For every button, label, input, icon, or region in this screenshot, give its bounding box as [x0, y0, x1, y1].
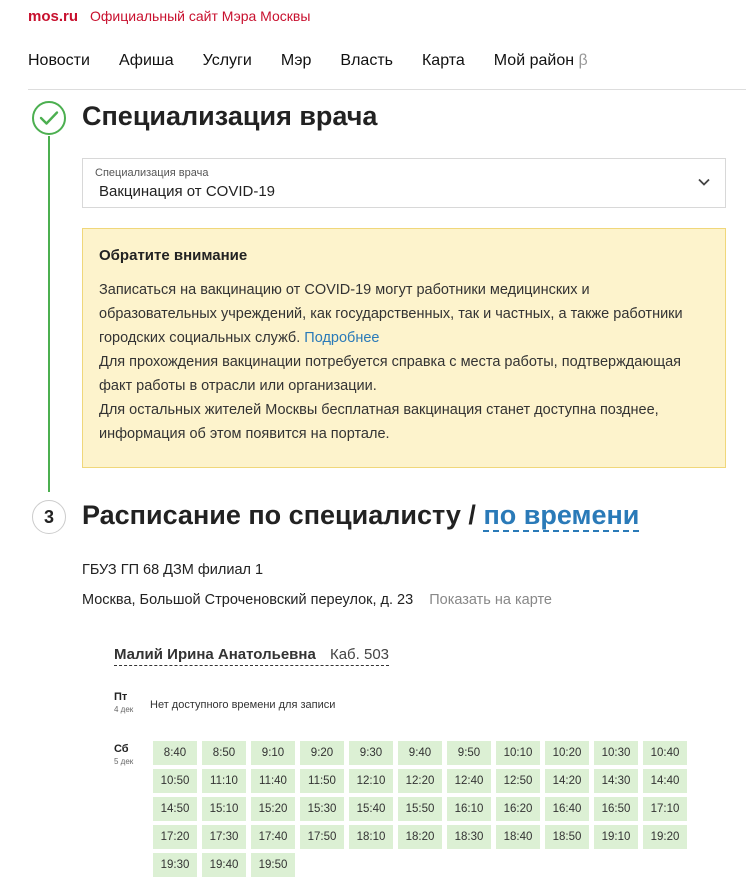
time-slot[interactable]: 9:30: [349, 741, 393, 765]
time-slot[interactable]: 15:30: [300, 797, 344, 821]
doctor-cabinet: Каб. 503: [329, 646, 390, 663]
time-slot[interactable]: 18:50: [545, 825, 589, 849]
clinic-address-row: [82, 592, 552, 608]
by-time-link[interactable]: по времени: [483, 500, 640, 530]
check-icon: [39, 110, 59, 126]
nav-item-afisha[interactable]: Афиша: [118, 52, 174, 69]
day-name: Пт: [114, 691, 128, 703]
beta-badge: β: [578, 52, 588, 69]
time-slot[interactable]: 15:50: [398, 797, 442, 821]
time-slot[interactable]: 12:20: [398, 769, 442, 793]
notice-text: [99, 278, 709, 446]
time-slot[interactable]: 18:40: [496, 825, 540, 849]
time-slot[interactable]: 16:40: [545, 797, 589, 821]
step-title-specialization: Специализация врача: [82, 101, 378, 131]
day-name: Сб: [114, 743, 129, 755]
time-slot[interactable]: 15:10: [202, 797, 246, 821]
time-slot[interactable]: 14:50: [153, 797, 197, 821]
day-label-friday: [114, 691, 133, 714]
time-slot[interactable]: 9:10: [251, 741, 295, 765]
notice-box: [82, 228, 726, 468]
time-slot[interactable]: 17:30: [202, 825, 246, 849]
nav-item-services[interactable]: Услуги: [202, 52, 252, 69]
chevron-down-icon: [697, 175, 711, 189]
time-slot[interactable]: 10:40: [643, 741, 687, 765]
time-slot[interactable]: 9:20: [300, 741, 344, 765]
site-header: [28, 6, 310, 26]
no-slots-message: Нет доступного времени для записи: [150, 699, 336, 711]
time-slot[interactable]: 18:30: [447, 825, 491, 849]
time-slot[interactable]: 19:30: [153, 853, 197, 877]
time-slot[interactable]: 18:10: [349, 825, 393, 849]
time-slot[interactable]: 17:50: [300, 825, 344, 849]
time-slot[interactable]: 17:20: [153, 825, 197, 849]
time-slot[interactable]: 17:40: [251, 825, 295, 849]
time-slot[interactable]: 18:20: [398, 825, 442, 849]
time-slot[interactable]: 16:50: [594, 797, 638, 821]
time-slot[interactable]: 16:20: [496, 797, 540, 821]
time-slot[interactable]: 14:40: [643, 769, 687, 793]
time-slot[interactable]: 14:30: [594, 769, 638, 793]
nav-divider: [28, 89, 746, 90]
mos-logo[interactable]: mos.ru: [28, 7, 79, 25]
doctor-link[interactable]: [114, 646, 389, 666]
time-slots-grid: [153, 741, 743, 877]
notice-paragraph-2: Для прохождения вакцинации потребуется справка с места работы, подтверждающая факт работы в отрасли или организации.: [99, 354, 682, 394]
time-slot[interactable]: 8:50: [202, 741, 246, 765]
time-slot[interactable]: 9:40: [398, 741, 442, 765]
notice-title: Обратите внимание: [99, 247, 248, 264]
notice-paragraph-1: Записаться на вакцинацию от COVID-19 могут работники медицинских и образовательных учреждений, как государственных, так и частных, а также работники городских социальных служб.: [99, 282, 683, 346]
more-link[interactable]: Подробнее: [304, 330, 380, 346]
time-slot[interactable]: 10:50: [153, 769, 197, 793]
time-slot[interactable]: 12:40: [447, 769, 491, 793]
specialization-select[interactable]: [82, 158, 726, 208]
day-label-saturday: [114, 743, 133, 766]
step-number-badge: 3: [32, 500, 66, 534]
time-slot[interactable]: 19:20: [643, 825, 687, 849]
time-slot[interactable]: 15:20: [251, 797, 295, 821]
time-slot[interactable]: 15:40: [349, 797, 393, 821]
day-date: 4 дек: [114, 705, 134, 714]
clinic-name: ГБУЗ ГП 68 ДЗМ филиал 1: [82, 562, 264, 578]
timeline-line: [48, 136, 50, 492]
time-slot[interactable]: 10:10: [496, 741, 540, 765]
schedule-title: Расписание по специалисту /: [82, 500, 476, 530]
select-value: Вакцинация от COVID-19: [99, 183, 276, 200]
step-complete-badge: [32, 101, 66, 135]
nav-district-label: Мой район: [493, 52, 575, 69]
time-slot[interactable]: 12:10: [349, 769, 393, 793]
time-slot[interactable]: 11:50: [300, 769, 344, 793]
notice-paragraph-3: Для остальных жителей Москвы бесплатная вакцинация станет доступна позднее, информация об этом появится на портале.: [99, 402, 659, 442]
time-slot[interactable]: 10:30: [594, 741, 638, 765]
nav-item-news[interactable]: Новости: [28, 52, 90, 69]
site-title[interactable]: Официальный сайт Мэра Москвы: [90, 8, 311, 24]
time-slot[interactable]: 19:40: [202, 853, 246, 877]
nav-item-map[interactable]: Карта: [421, 52, 465, 69]
time-slot[interactable]: 10:20: [545, 741, 589, 765]
step-title-schedule: [82, 500, 639, 531]
time-slot[interactable]: 11:10: [202, 769, 246, 793]
time-slot[interactable]: 19:10: [594, 825, 638, 849]
time-slot[interactable]: 12:50: [496, 769, 540, 793]
nav-item-government[interactable]: Власть: [340, 52, 393, 69]
clinic-address: Москва, Большой Строченовский переулок, д. 23: [82, 592, 414, 608]
main-nav: [28, 52, 617, 70]
nav-item-my-district[interactable]: [494, 52, 588, 70]
doctor-name: Малий Ирина Анатольевна: [114, 646, 316, 663]
show-on-map-link[interactable]: Показать на карте: [429, 592, 553, 608]
time-slot[interactable]: 17:10: [643, 797, 687, 821]
day-date: 5 дек: [114, 757, 134, 766]
select-label: Специализация врача: [95, 167, 209, 179]
nav-item-mayor[interactable]: Мэр: [280, 52, 312, 69]
time-slot[interactable]: 19:50: [251, 853, 295, 877]
time-slot[interactable]: 8:40: [153, 741, 197, 765]
time-slot[interactable]: 9:50: [447, 741, 491, 765]
time-slot[interactable]: 16:10: [447, 797, 491, 821]
time-slot[interactable]: 11:40: [251, 769, 295, 793]
time-slot[interactable]: 14:20: [545, 769, 589, 793]
